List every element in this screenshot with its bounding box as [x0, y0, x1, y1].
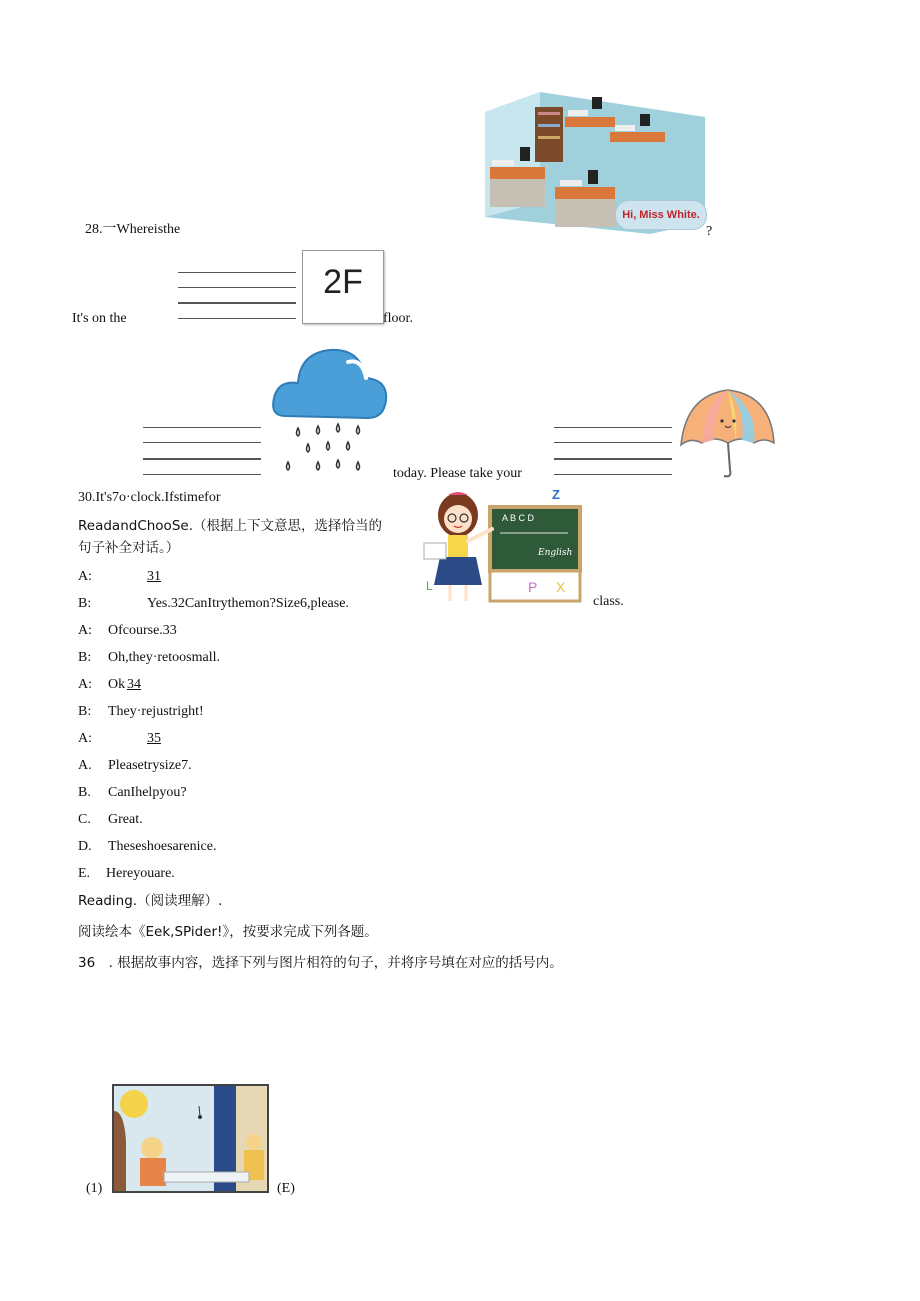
dialogue-blank-31[interactable]: 31 [147, 569, 161, 584]
question-30: 30.It's7o·clock.Ifstimefor [78, 490, 221, 505]
story-picture [112, 1084, 269, 1193]
floor-sign [302, 250, 384, 324]
dialogue-speaker: A: [78, 731, 92, 746]
option-text: Pleasetrysize7. [108, 758, 192, 773]
svg-text:P: P [528, 579, 538, 595]
dialogue-text: Ok [108, 677, 126, 692]
office-illustration [480, 92, 710, 234]
option-text: CanIhelpyou? [108, 785, 187, 800]
board-word: English [538, 548, 573, 558]
question-36: 36 . 根据故事内容，选择下列与图片相符的句子，并将序号填在对应的括号内。 [78, 955, 563, 971]
teacher-illustration [418, 485, 588, 607]
option-text: Great. [108, 812, 143, 827]
option-letter: B. [78, 785, 91, 800]
dialogue-text: Yes.32CanItrythemon?Size6,please. [147, 596, 349, 611]
rain-cloud-illustration [270, 338, 390, 478]
dialogue-text: They·rejustright! [108, 704, 204, 719]
svg-text:Z: Z [552, 487, 560, 502]
section-heading-line2: 句子补全对话。） [78, 540, 180, 556]
option-letter: D. [78, 839, 92, 854]
dialogue-speaker: B: [78, 650, 92, 665]
reading-instruction: 阅读绘本《Eek,SPider!》，按要求完成下列各题。 [78, 924, 378, 940]
umbrella-illustration [676, 385, 778, 480]
item-number: (1) [86, 1181, 103, 1196]
answer-blank-28[interactable] [178, 270, 298, 322]
board-title: A B C D [502, 513, 535, 523]
q29-middle-text: today. Please take your [393, 466, 522, 481]
dialogue-text: Oh,they·retoosmall. [108, 650, 220, 665]
floor-label: 2F [323, 263, 363, 301]
q30-end-text: class. [593, 594, 624, 609]
dialogue-speaker: B: [78, 596, 92, 611]
answer-blank-29a[interactable] [143, 425, 263, 480]
dialogue-text: Ofcourse.33 [108, 623, 177, 638]
dialogue-speaker: A: [78, 569, 92, 584]
dialogue-speaker: B: [78, 704, 92, 719]
q28-answer-start: It's on the [72, 311, 127, 326]
dialogue-blank-35[interactable]: 35 [147, 731, 161, 746]
question-28-end-mark: ? [706, 224, 713, 239]
option-letter: E. [78, 866, 91, 881]
dialogue-speaker: A: [78, 677, 92, 692]
speech-bubble-text: Hi, Miss White. [622, 209, 700, 221]
svg-text:X: X [556, 579, 566, 595]
reading-title: Reading.（阅读理解）. [78, 893, 223, 909]
dialogue-speaker: A: [78, 623, 92, 638]
option-letter: A. [78, 758, 92, 773]
svg-text:L: L [426, 579, 433, 593]
item-answer: (E) [277, 1181, 295, 1196]
speech-bubble [615, 200, 707, 230]
option-text: Hereyouare. [106, 866, 175, 881]
option-text: Theseshoesarenice. [108, 839, 217, 854]
dialogue-blank-34[interactable]: 34 [127, 677, 141, 692]
question-28: 28.一Whereisthe [85, 222, 181, 237]
section-heading-read-choose: ReadandChooSe.（根据上下文意思，选择恰当的 [78, 518, 382, 534]
q28-answer-end: floor. [383, 311, 413, 326]
option-letter: C. [78, 812, 91, 827]
answer-blank-29b[interactable] [554, 425, 674, 480]
